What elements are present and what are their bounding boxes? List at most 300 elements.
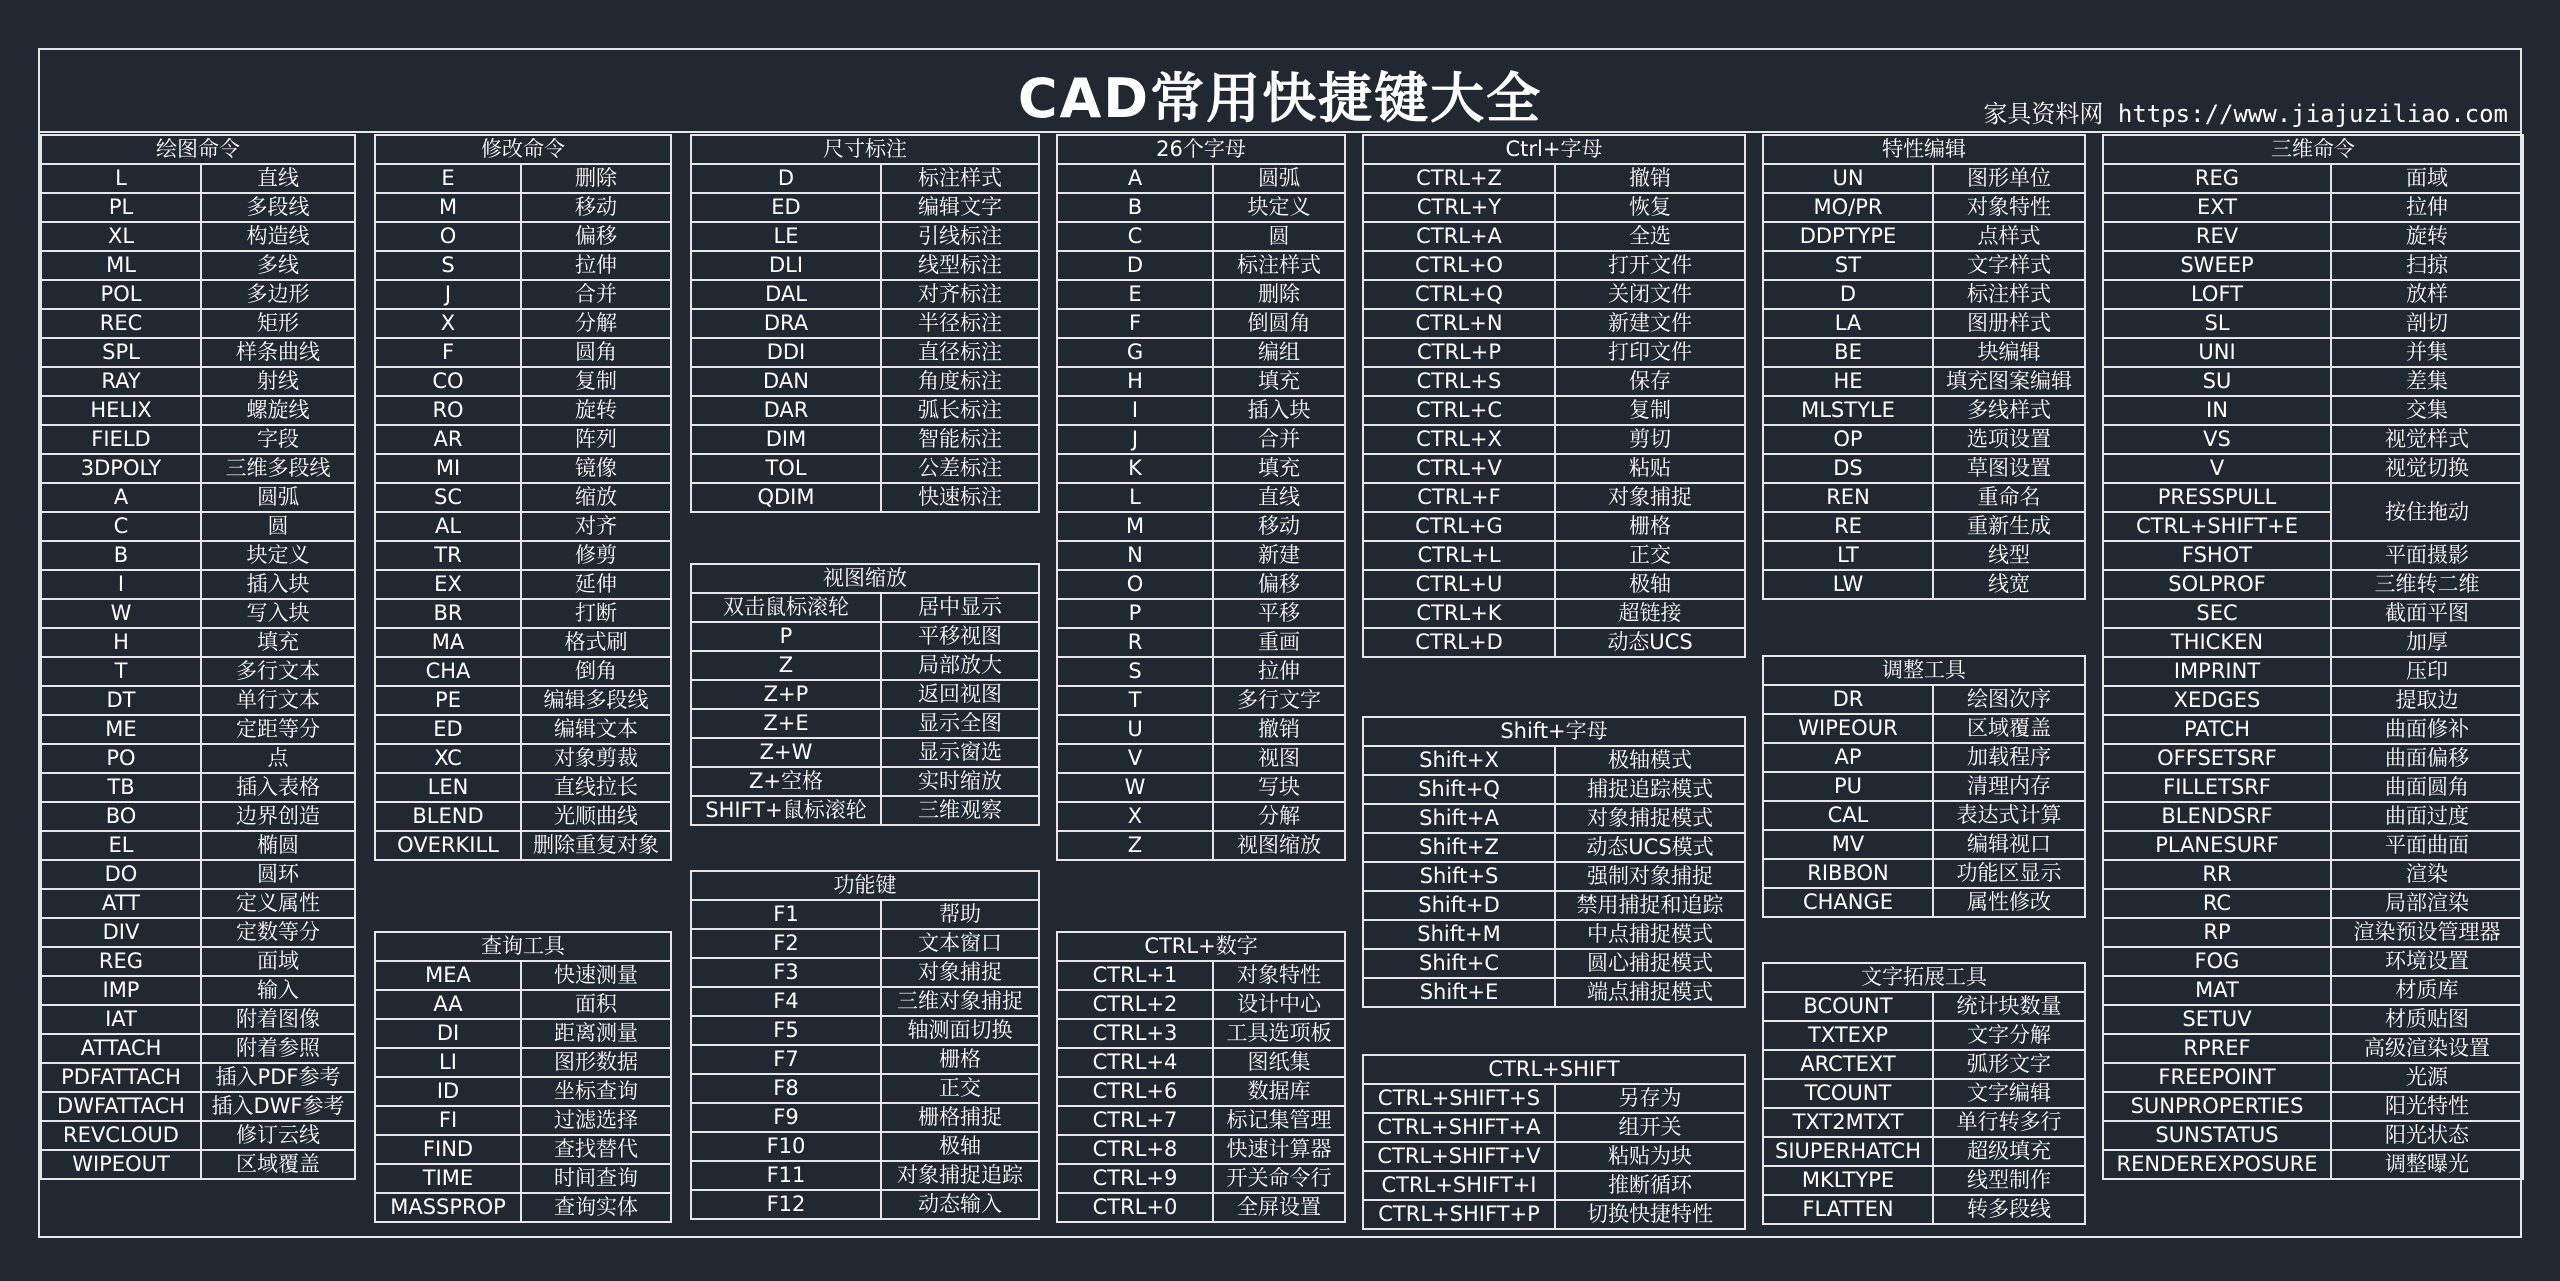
table-row — [2103, 744, 2523, 773]
table-row — [375, 831, 671, 860]
table-row — [691, 483, 1039, 512]
shortcut-key: F9 — [691, 1103, 881, 1132]
shortcut-key: DR — [1763, 685, 1933, 714]
table-row — [1363, 862, 1745, 891]
shortcut-key: IMP — [41, 976, 201, 1005]
table-row — [2103, 976, 2523, 1005]
shortcut-key: C — [1057, 222, 1213, 251]
table-row — [2103, 1092, 2523, 1121]
table-row — [41, 599, 355, 628]
shortcut-desc: 打开文件 — [1555, 251, 1745, 280]
shortcut-key: CHANGE — [1763, 888, 1933, 917]
shortcut-desc: 加载程序 — [1933, 743, 2085, 772]
shortcut-desc: 加厚 — [2331, 628, 2523, 657]
shortcut-desc: 定距等分 — [201, 715, 355, 744]
shortcut-key: DLI — [691, 251, 881, 280]
shortcut-desc: 曲面偏移 — [2331, 744, 2523, 773]
shortcut-key: SC — [375, 483, 521, 512]
shortcut-key: LA — [1763, 309, 1933, 338]
shortcut-desc: 标记集管理 — [1213, 1106, 1345, 1135]
shortcut-key: CTRL+G — [1363, 512, 1555, 541]
shortcut-desc: 三维观察 — [881, 796, 1039, 825]
shortcut-desc: 线宽 — [1933, 570, 2085, 599]
table-row — [41, 1034, 355, 1063]
page-title: CAD常用快捷键大全 — [1017, 67, 1543, 130]
panel-title: 查询工具 — [375, 932, 671, 961]
shortcut-desc: 半径标注 — [881, 309, 1039, 338]
shortcut-desc: 禁用捕捉和追踪 — [1555, 891, 1745, 920]
shortcut-desc: 动态UCS — [1555, 628, 1745, 657]
shortcut-desc: 对象捕捉 — [1555, 483, 1745, 512]
shortcut-desc: 动态输入 — [881, 1190, 1039, 1219]
shortcut-key: XC — [375, 744, 521, 773]
table-row — [1057, 367, 1345, 396]
table-row — [2103, 222, 2523, 251]
shortcut-key: OP — [1763, 425, 1933, 454]
shortcut-key: MV — [1763, 830, 1933, 859]
table-row — [1057, 990, 1345, 1019]
table-row — [41, 570, 355, 599]
shortcut-key: CTRL+Q — [1363, 280, 1555, 309]
table-row — [691, 622, 1039, 651]
shortcut-desc: 智能标注 — [881, 425, 1039, 454]
shortcut-desc: 直线 — [1213, 483, 1345, 512]
table-row — [691, 309, 1039, 338]
shortcut-key: ST — [1763, 251, 1933, 280]
table-row — [1363, 512, 1745, 541]
table-row — [1057, 1077, 1345, 1106]
shortcut-key: U — [1057, 715, 1213, 744]
shortcut-key: QDIM — [691, 483, 881, 512]
shortcut-key: ME — [41, 715, 201, 744]
shortcut-key: MI — [375, 454, 521, 483]
shortcut-key: CTRL+Z — [1363, 164, 1555, 193]
shortcut-key: CTRL+S — [1363, 367, 1555, 396]
table-function-keys — [690, 870, 1040, 1220]
shortcut-key: V — [2103, 454, 2331, 483]
table-row — [375, 164, 671, 193]
shortcut-key: F2 — [691, 929, 881, 958]
shortcut-desc: 绘图次序 — [1933, 685, 2085, 714]
shortcut-key: F11 — [691, 1161, 881, 1190]
shortcut-key: TCOUNT — [1763, 1079, 1933, 1108]
shortcut-desc: 设计中心 — [1213, 990, 1345, 1019]
shortcut-desc: 视觉样式 — [2331, 425, 2523, 454]
shortcut-desc: 轴测面切换 — [881, 1016, 1039, 1045]
shortcut-key: XL — [41, 222, 201, 251]
table-row — [691, 338, 1039, 367]
table-row — [2103, 657, 2523, 686]
shortcut-key: RAY — [41, 367, 201, 396]
table-ctrl-digits — [1056, 931, 1346, 1223]
table-row — [1363, 570, 1745, 599]
shortcut-desc: 另存为 — [1555, 1084, 1745, 1113]
shortcut-desc: 对齐 — [521, 512, 671, 541]
shortcut-desc: 定数等分 — [201, 918, 355, 947]
table-row — [375, 193, 671, 222]
table-row — [1363, 1084, 1745, 1113]
table-row — [1057, 1193, 1345, 1222]
shortcut-desc: 高级渲染设置 — [2331, 1034, 2523, 1063]
shortcut-desc: 构造线 — [201, 222, 355, 251]
shortcut-desc: 快速计算器 — [1213, 1135, 1345, 1164]
shortcut-desc: 直线拉长 — [521, 773, 671, 802]
shortcut-desc: 圆 — [1213, 222, 1345, 251]
shortcut-desc: 平移视图 — [881, 622, 1039, 651]
shortcut-desc: 撤销 — [1555, 164, 1745, 193]
shortcut-desc: 超级填充 — [1933, 1137, 2085, 1166]
table-row — [2103, 1034, 2523, 1063]
shortcut-desc: 距离测量 — [521, 1019, 671, 1048]
table-row — [1763, 1137, 2085, 1166]
shortcut-desc: 草图设置 — [1933, 454, 2085, 483]
table-row — [375, 512, 671, 541]
shortcut-key: ED — [375, 715, 521, 744]
shortcut-key: S — [375, 251, 521, 280]
shortcut-key: FILLETSRF — [2103, 773, 2331, 802]
table-row — [1363, 1142, 1745, 1171]
table-row — [1763, 888, 2085, 917]
table-row — [375, 367, 671, 396]
table-row — [2103, 773, 2523, 802]
table-row — [375, 1164, 671, 1193]
table-query — [374, 931, 672, 1223]
shortcut-desc: 倒圆角 — [1213, 309, 1345, 338]
shortcut-desc: 材质贴图 — [2331, 1005, 2523, 1034]
shortcut-key: I — [41, 570, 201, 599]
shortcut-desc: 多边形 — [201, 280, 355, 309]
table-row — [41, 715, 355, 744]
shortcut-key: T — [41, 657, 201, 686]
shortcut-key: CTRL+L — [1363, 541, 1555, 570]
shortcut-desc: 重画 — [1213, 628, 1345, 657]
shortcut-key: M — [375, 193, 521, 222]
shortcut-key: ARCTEXT — [1763, 1050, 1933, 1079]
shortcut-desc: 延伸 — [521, 570, 671, 599]
shortcut-key: POL — [41, 280, 201, 309]
shortcut-key: DAR — [691, 396, 881, 425]
shortcut-desc: 组开关 — [1555, 1113, 1745, 1142]
shortcut-key: CTRL+2 — [1057, 990, 1213, 1019]
shortcut-desc: 提取边 — [2331, 686, 2523, 715]
shortcut-desc: 图册样式 — [1933, 309, 2085, 338]
table-row — [1763, 222, 2085, 251]
shortcut-desc: 对象捕捉 — [881, 958, 1039, 987]
shortcut-key: R — [1057, 628, 1213, 657]
shortcut-desc: 端点捕捉模式 — [1555, 978, 1745, 1007]
table-row — [1057, 280, 1345, 309]
shortcut-key: TXT2MTXT — [1763, 1108, 1933, 1137]
shortcut-key: CO — [375, 367, 521, 396]
shortcut-desc: 光源 — [2331, 1063, 2523, 1092]
shortcut-key: M — [1057, 512, 1213, 541]
shortcut-desc: 曲面修补 — [2331, 715, 2523, 744]
shortcut-desc: 属性修改 — [1933, 888, 2085, 917]
shortcut-key: PU — [1763, 772, 1933, 801]
shortcut-desc: 三维转二维 — [2331, 570, 2523, 599]
table-row — [691, 193, 1039, 222]
shortcut-key: S — [1057, 657, 1213, 686]
table-row — [2103, 164, 2523, 193]
shortcut-desc: 推断循环 — [1555, 1171, 1745, 1200]
shortcut-desc: 直线 — [201, 164, 355, 193]
shortcut-key: CTRL+6 — [1057, 1077, 1213, 1106]
shortcut-desc: 数据库 — [1213, 1077, 1345, 1106]
panel-title: CTRL+数字 — [1057, 932, 1345, 961]
shortcut-desc: 编辑文本 — [521, 715, 671, 744]
shortcut-desc: 点 — [201, 744, 355, 773]
shortcut-desc: 分解 — [1213, 802, 1345, 831]
shortcut-desc: 对象捕捉模式 — [1555, 804, 1745, 833]
table-row — [2103, 889, 2523, 918]
table-row — [691, 396, 1039, 425]
table-row — [1057, 715, 1345, 744]
shortcut-key: CTRL+SHIFT+A — [1363, 1113, 1555, 1142]
shortcut-desc: 显示窗选 — [881, 738, 1039, 767]
table-row — [1763, 859, 2085, 888]
table-row — [1363, 891, 1745, 920]
shortcut-key: Shift+M — [1363, 920, 1555, 949]
table-row — [2103, 628, 2523, 657]
shortcut-desc: 调整曝光 — [2331, 1150, 2523, 1179]
shortcut-desc: 边界创造 — [201, 802, 355, 831]
table-row — [1363, 251, 1745, 280]
table-row — [1057, 483, 1345, 512]
table-row — [1763, 454, 2085, 483]
shortcut-key: WIPEOUR — [1763, 714, 1933, 743]
shortcut-key: LI — [375, 1048, 521, 1077]
shortcut-key: Shift+X — [1363, 746, 1555, 775]
shortcut-key: 双击鼠标滚轮 — [691, 593, 881, 622]
table-row — [1057, 425, 1345, 454]
table-row — [691, 651, 1039, 680]
shortcut-key: BLENDSRF — [2103, 802, 2331, 831]
table-row — [41, 1150, 355, 1179]
shortcut-key: ATTACH — [41, 1034, 201, 1063]
table-row — [2103, 831, 2523, 860]
table-row — [2103, 1005, 2523, 1034]
shortcut-key: IN — [2103, 396, 2331, 425]
shortcut-key: H — [41, 628, 201, 657]
table-row — [691, 1190, 1039, 1219]
table-row — [1363, 222, 1745, 251]
shortcut-desc: 拉伸 — [521, 251, 671, 280]
shortcut-desc: 点样式 — [1933, 222, 2085, 251]
table-row — [41, 918, 355, 947]
shortcut-key: RO — [375, 396, 521, 425]
table-row — [691, 164, 1039, 193]
shortcut-desc: 圆 — [201, 512, 355, 541]
shortcut-desc: 填充 — [201, 628, 355, 657]
shortcut-key: DI — [375, 1019, 521, 1048]
table-row — [2103, 367, 2523, 396]
shortcut-desc: 插入块 — [201, 570, 355, 599]
shortcut-key: Shift+D — [1363, 891, 1555, 920]
shortcut-desc: 对齐标注 — [881, 280, 1039, 309]
shortcut-key: EXT — [2103, 193, 2331, 222]
shortcut-desc: 强制对象捕捉 — [1555, 862, 1745, 891]
shortcut-key: Z+P — [691, 680, 881, 709]
panel-title: 特性编辑 — [1763, 135, 2085, 164]
panel-title: 尺寸标注 — [691, 135, 1039, 164]
table-row — [41, 309, 355, 338]
shortcut-desc: 截面平图 — [2331, 599, 2523, 628]
shortcut-desc: 区域覆盖 — [201, 1150, 355, 1179]
table-row — [1363, 775, 1745, 804]
table-row — [2103, 599, 2523, 628]
shortcut-key: D — [1057, 251, 1213, 280]
shortcut-key: W — [1057, 773, 1213, 802]
shortcut-desc: 超链接 — [1555, 599, 1745, 628]
shortcut-key: CTRL+SHIFT+P — [1363, 1200, 1555, 1229]
shortcut-desc: 镜像 — [521, 454, 671, 483]
shortcut-desc: 文字分解 — [1933, 1021, 2085, 1050]
table-row — [1057, 541, 1345, 570]
shortcut-key: PATCH — [2103, 715, 2331, 744]
table-view-zoom — [690, 563, 1040, 826]
shortcut-desc: 正交 — [881, 1074, 1039, 1103]
table-row — [375, 599, 671, 628]
shortcut-key: RE — [1763, 512, 1933, 541]
shortcut-desc: 转多段线 — [1933, 1195, 2085, 1224]
shortcut-key: Shift+C — [1363, 949, 1555, 978]
shortcut-desc: 保存 — [1555, 367, 1745, 396]
shortcut-key: DAL — [691, 280, 881, 309]
shortcut-desc: 重新生成 — [1933, 512, 2085, 541]
table-row — [1057, 1106, 1345, 1135]
shortcut-key: UNI — [2103, 338, 2331, 367]
shortcut-key: X — [375, 309, 521, 338]
shortcut-key: Shift+A — [1363, 804, 1555, 833]
shortcut-desc: 插入块 — [1213, 396, 1345, 425]
table-row — [1363, 541, 1745, 570]
shortcut-desc: 并集 — [2331, 338, 2523, 367]
table-row — [41, 744, 355, 773]
table-row — [41, 367, 355, 396]
shortcut-desc: 线型标注 — [881, 251, 1039, 280]
shortcut-desc: 实时缩放 — [881, 767, 1039, 796]
table-row — [2103, 251, 2523, 280]
shortcut-desc: 面域 — [201, 947, 355, 976]
shortcut-key: LOFT — [2103, 280, 2331, 309]
shortcut-desc: 全选 — [1555, 222, 1745, 251]
shortcut-key: CTRL+3 — [1057, 1019, 1213, 1048]
shortcut-desc: 多行文字 — [1213, 686, 1345, 715]
table-row — [1363, 949, 1745, 978]
shortcut-key: CTRL+Y — [1363, 193, 1555, 222]
table-row — [41, 251, 355, 280]
shortcut-key: CTRL+V — [1363, 454, 1555, 483]
table-row — [41, 860, 355, 889]
shortcut-key: MLSTYLE — [1763, 396, 1933, 425]
shortcut-desc: 填充 — [1213, 454, 1345, 483]
shortcut-key: TXTEXP — [1763, 1021, 1933, 1050]
shortcut-desc: 角度标注 — [881, 367, 1039, 396]
shortcut-key: SPL — [41, 338, 201, 367]
shortcut-desc: 重命名 — [1933, 483, 2085, 512]
shortcut-desc: 表达式计算 — [1933, 801, 2085, 830]
shortcut-key: PRESSPULL — [2103, 483, 2331, 512]
table-row — [1057, 396, 1345, 425]
shortcut-key: FIND — [375, 1135, 521, 1164]
shortcut-desc: 快速标注 — [881, 483, 1039, 512]
shortcut-key: MEA — [375, 961, 521, 990]
shortcut-key: RP — [2103, 918, 2331, 947]
shortcut-key: DS — [1763, 454, 1933, 483]
shortcut-desc: 移动 — [521, 193, 671, 222]
shortcut-desc: 倒角 — [521, 657, 671, 686]
shortcut-key: Z — [1057, 831, 1213, 860]
shortcut-desc: 极轴模式 — [1555, 746, 1745, 775]
shortcut-desc: 旋转 — [521, 396, 671, 425]
shortcut-desc: 动态UCS模式 — [1555, 833, 1745, 862]
table-row — [375, 280, 671, 309]
shortcut-key: SWEEP — [2103, 251, 2331, 280]
shortcut-key: SUNSTATUS — [2103, 1121, 2331, 1150]
table-row — [41, 1092, 355, 1121]
shortcut-key: DDI — [691, 338, 881, 367]
table-row — [691, 454, 1039, 483]
shortcut-desc: 拉伸 — [1213, 657, 1345, 686]
table-row — [1763, 1021, 2085, 1050]
shortcut-key: SIUPERHATCH — [1763, 1137, 1933, 1166]
shortcut-key: D — [691, 164, 881, 193]
shortcut-desc: 曲面圆角 — [2331, 773, 2523, 802]
shortcut-desc: 清理内存 — [1933, 772, 2085, 801]
shortcut-key: X — [1057, 802, 1213, 831]
panel-title: 26个字母 — [1057, 135, 1345, 164]
shortcut-key: REV — [2103, 222, 2331, 251]
table-dimension — [690, 134, 1040, 513]
shortcut-desc: 样条曲线 — [201, 338, 355, 367]
shortcut-desc: 对象特性 — [1933, 193, 2085, 222]
table-row — [691, 1132, 1039, 1161]
shortcut-desc: 缩放 — [521, 483, 671, 512]
shortcut-key: D — [1763, 280, 1933, 309]
table-row — [1057, 1019, 1345, 1048]
shortcut-desc: 文字样式 — [1933, 251, 2085, 280]
shortcut-key: Z+E — [691, 709, 881, 738]
shortcut-key: CTRL+SHIFT+V — [1363, 1142, 1555, 1171]
table-row — [41, 280, 355, 309]
shortcut-desc: 阳光特性 — [2331, 1092, 2523, 1121]
shortcut-key: DIV — [41, 918, 201, 947]
shortcut-key: F — [375, 338, 521, 367]
shortcut-key: F8 — [691, 1074, 881, 1103]
shortcut-key: DT — [41, 686, 201, 715]
shortcut-key: CTRL+SHIFT+I — [1363, 1171, 1555, 1200]
table-row — [1763, 425, 2085, 454]
table-row — [691, 929, 1039, 958]
shortcut-key: FIELD — [41, 425, 201, 454]
shortcut-desc: 弧形文字 — [1933, 1050, 2085, 1079]
shortcut-key: DIM — [691, 425, 881, 454]
shortcut-key: CTRL+4 — [1057, 1048, 1213, 1077]
shortcut-key: TOL — [691, 454, 881, 483]
table-row — [691, 767, 1039, 796]
table-row — [1763, 483, 2085, 512]
table-row — [375, 309, 671, 338]
table-row — [41, 1005, 355, 1034]
shortcut-desc: 螺旋线 — [201, 396, 355, 425]
shortcut-desc: 剪切 — [1555, 425, 1745, 454]
shortcut-key: SL — [2103, 309, 2331, 338]
shortcut-desc: 对象捕捉追踪 — [881, 1161, 1039, 1190]
shortcut-key: RENDEREXPOSURE — [2103, 1150, 2331, 1179]
shortcut-key: P — [1057, 599, 1213, 628]
shortcut-key: T — [1057, 686, 1213, 715]
shortcut-key: RIBBON — [1763, 859, 1933, 888]
